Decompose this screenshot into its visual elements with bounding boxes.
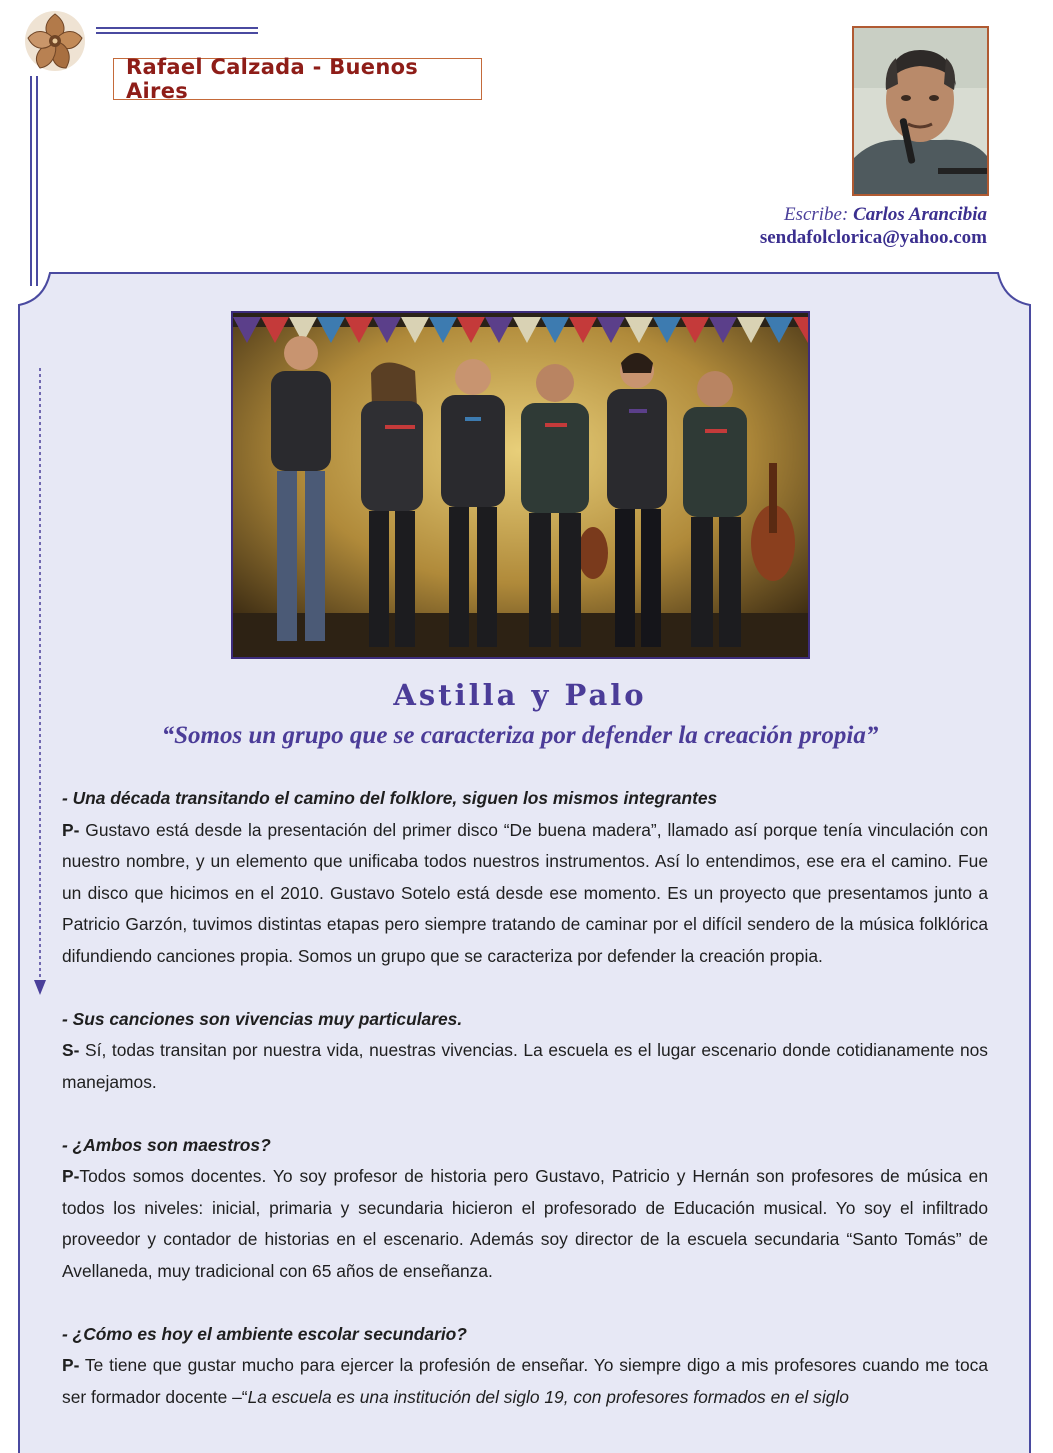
interview-answer xyxy=(62,1161,988,1287)
interview-question: - ¿Ambos son maestros? xyxy=(62,1134,271,1155)
frame-line-left-1 xyxy=(30,76,32,286)
article-subtitle: “Somos un grupo que se caracteriza por defender la creación propia” xyxy=(161,722,879,749)
byline-label: Escribe: xyxy=(783,204,849,225)
answer-text: Gustavo está desde la presentación del primer disco “De buena madera”, llamado así porque tenía vinculación con nuestro nombre, y un elemento que unificaba todos nuestros instrumentos. Así lo entendimos, ese era el camino. Fue un disco que hicimos en el 2010. Gustavo Sotelo está desde ese momento. Es un proyecto que presentamos junto a Patricio Garzón, tuvimos distintas etapas pero siempre tratando de caminar por el difícil sendero de la música folklórica difundiendo canciones propia. Somos un grupo que se caracteriza por defender la creación propia. xyxy=(62,819,988,966)
author-email: sendafolclorica@yahoo.com xyxy=(759,227,987,248)
interview-question: - Una década transitando el camino del folklore, siguen los mismos integrantes xyxy=(62,788,718,808)
author-photo xyxy=(852,26,989,196)
interview-answer xyxy=(62,1035,988,1098)
location-label: Rafael Calzada - Buenos Aires xyxy=(113,58,482,100)
interview-answer xyxy=(62,1350,988,1413)
answer-text: Te tiene que gustar mucho para ejercer la profesión de enseñar. Yo siempre digo a mis profesores cuando me toca ser formador docente –“ xyxy=(62,1355,988,1407)
speaker-tag: P- xyxy=(62,1166,80,1186)
answer-text: Sí, todas transitan por nuestra vida, nuestras vivencias. La escuela es el lugar escenario donde cotidianamente nos manejamos. xyxy=(62,1040,988,1092)
interview-question: - Sus canciones son vivencias muy particulares. xyxy=(62,1008,463,1029)
byline-author: Carlos Arancibia xyxy=(853,204,987,225)
byline xyxy=(760,203,987,249)
article-body xyxy=(62,783,988,1445)
answer-quote-italic: La escuela es una institución del siglo 19, con profesores formados en el siglo xyxy=(247,1386,849,1407)
interview-answer xyxy=(62,815,988,973)
frame-line-top-1 xyxy=(96,27,258,29)
speaker-tag: S- xyxy=(62,1040,80,1060)
article-title: Astilla y Palo xyxy=(393,678,647,712)
band-photo xyxy=(231,311,810,659)
answer-text: Todos somos docentes. Yo soy profesor de historia pero Gustavo, Patricio y Hernán son profesores de música en todos los niveles: inicial, primaria y secundaria hicieron el profesorado de Educación musical. Yo soy el infiltrado proveedor y contador de historias en el escenario. Además soy director de la escuela secundaria “Santo Tomás” de Avellaneda, muy tradicional con 65 años de enseñanza. xyxy=(62,1166,988,1281)
frame-line-top-2 xyxy=(96,32,258,34)
interview-question: - ¿Cómo es hoy el ambiente escolar secundario? xyxy=(62,1323,467,1344)
speaker-tag: P- xyxy=(62,1355,80,1375)
speaker-tag: P- xyxy=(62,819,80,840)
frame-line-left-2 xyxy=(36,76,38,286)
flower-logo-icon xyxy=(18,8,92,74)
